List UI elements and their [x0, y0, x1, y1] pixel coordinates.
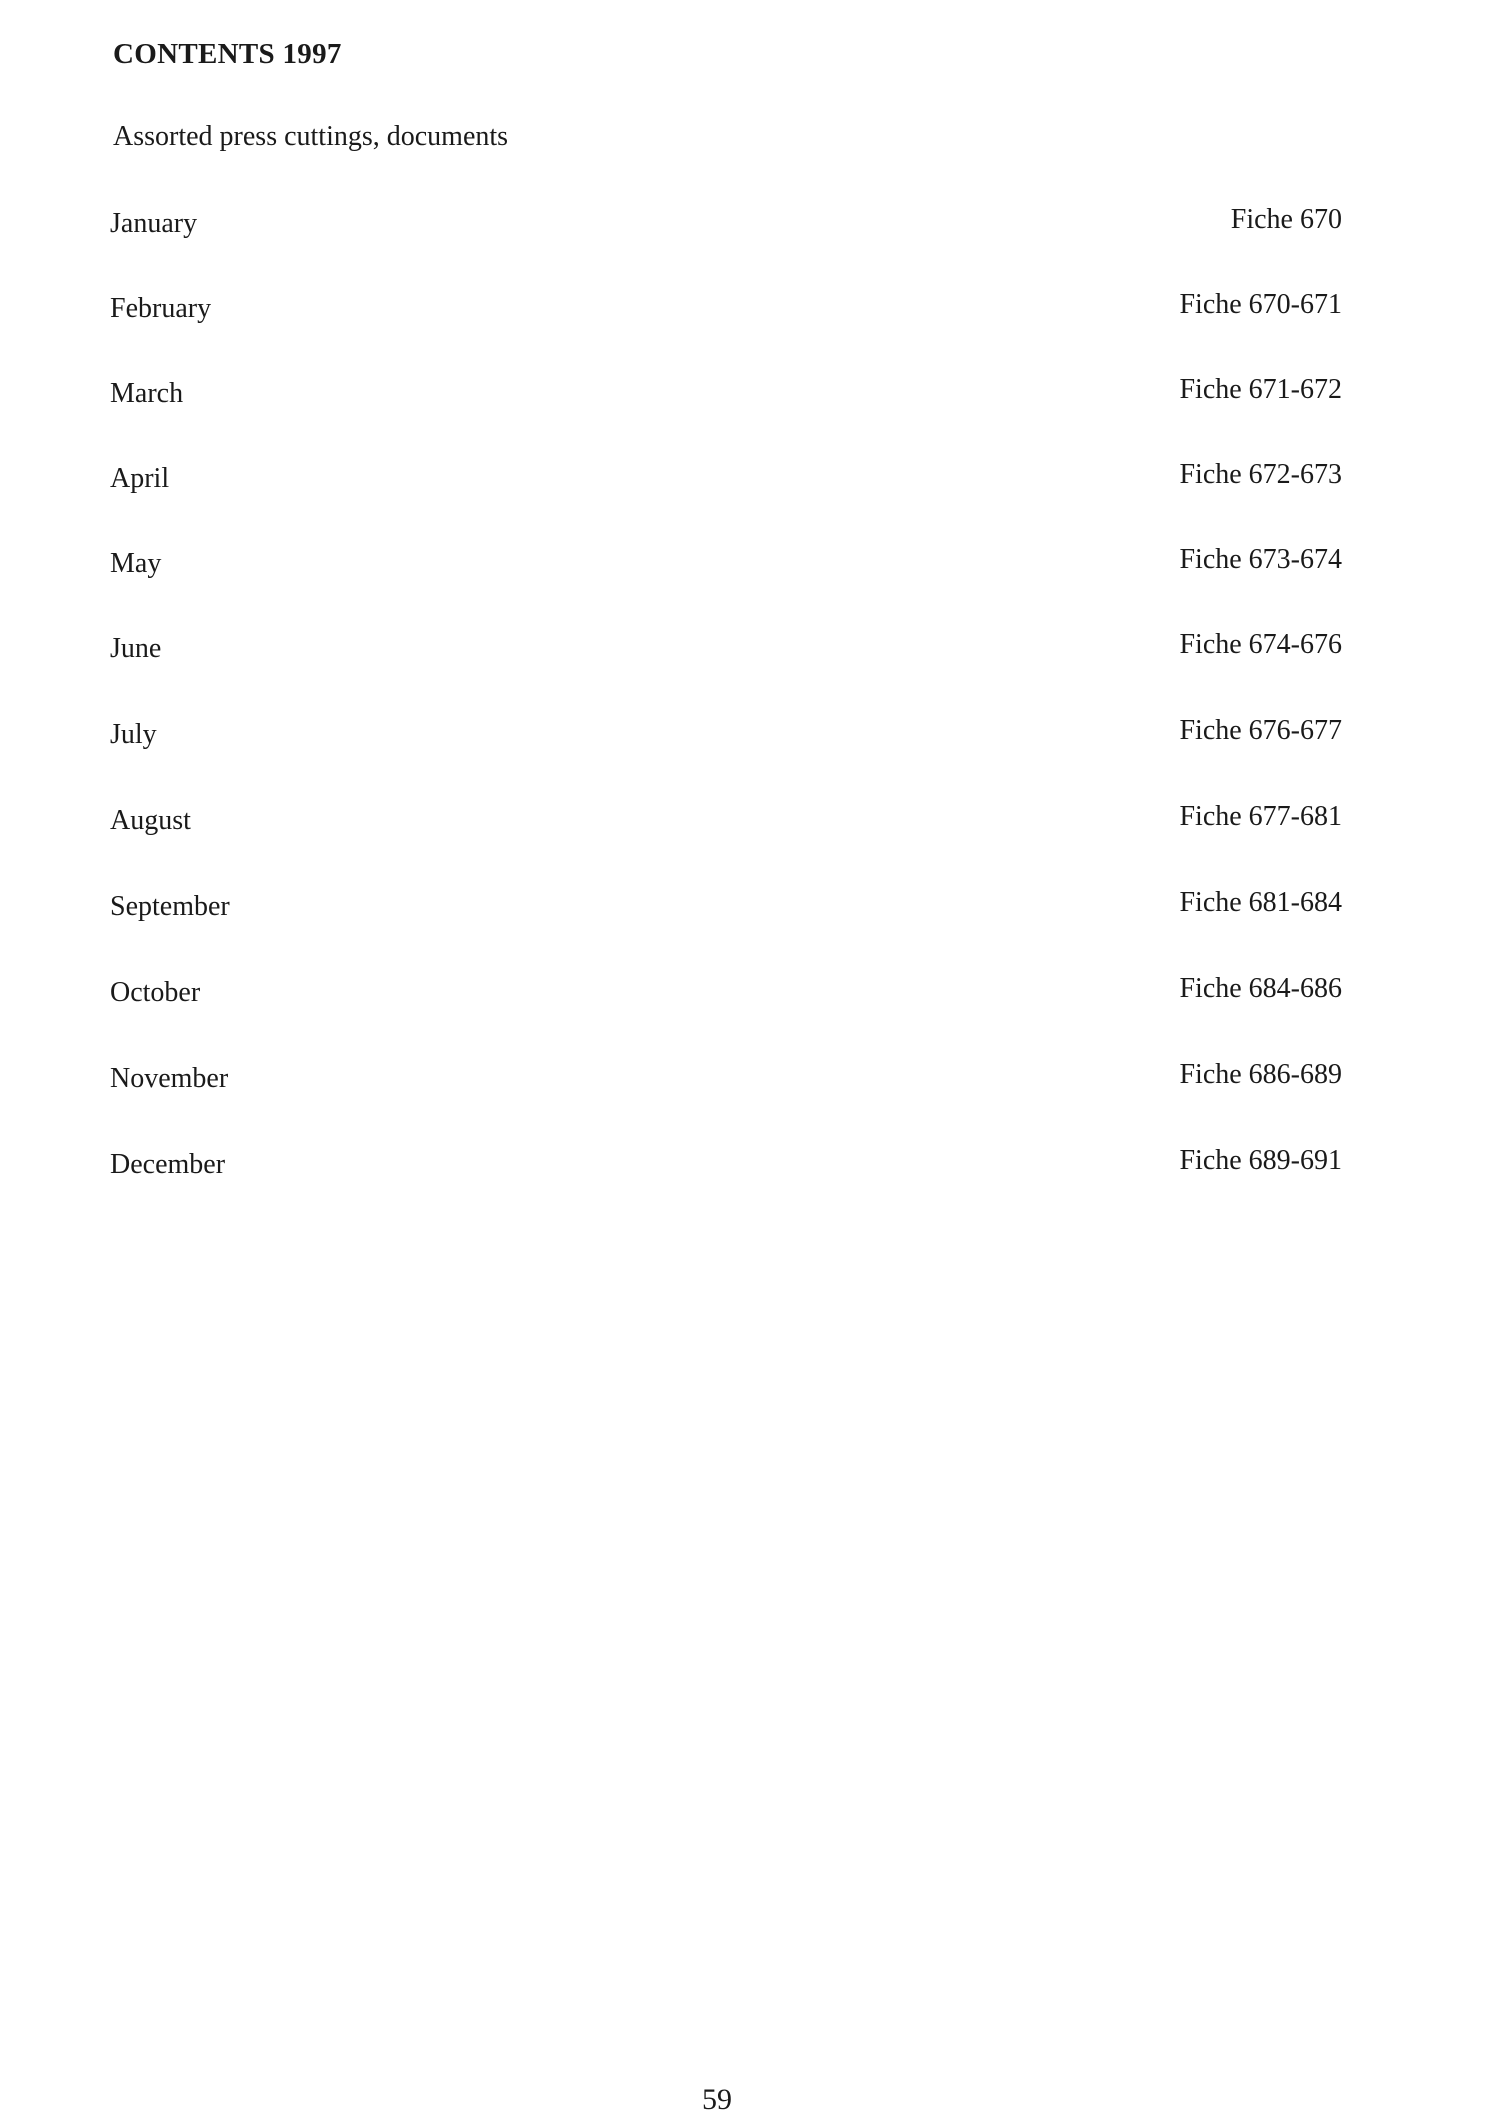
month-label: June — [110, 633, 162, 664]
fiche-range: Fiche 686-689 — [1179, 1059, 1342, 1090]
fiche-range: Fiche 674-676 — [1179, 629, 1342, 660]
month-label: April — [110, 463, 170, 494]
month-label: July — [110, 719, 157, 750]
month-label: February — [110, 293, 212, 324]
contents-row-october — [110, 973, 1342, 1017]
fiche-range: Fiche 681-684 — [1179, 887, 1342, 918]
contents-row-january — [110, 204, 1342, 248]
fiche-range: Fiche 671-672 — [1179, 374, 1342, 405]
fiche-range: Fiche 670-671 — [1179, 289, 1342, 320]
page-number: 59 — [702, 2083, 732, 2116]
month-label: December — [110, 1149, 226, 1180]
fiche-range: Fiche 689-691 — [1179, 1145, 1342, 1176]
month-label: September — [110, 891, 230, 922]
month-label: October — [110, 977, 201, 1008]
month-label: January — [110, 208, 198, 239]
contents-row-july — [110, 715, 1342, 759]
contents-row-november — [110, 1059, 1342, 1103]
fiche-range: Fiche 672-673 — [1179, 459, 1342, 490]
month-label: November — [110, 1063, 229, 1094]
contents-row-august — [110, 801, 1342, 845]
month-label: August — [110, 805, 191, 836]
page-subtitle: Assorted press cuttings, documents — [113, 121, 509, 152]
fiche-range: Fiche 676-677 — [1179, 715, 1342, 746]
contents-row-april — [110, 459, 1342, 503]
contents-row-june — [110, 629, 1342, 673]
contents-row-may — [110, 544, 1342, 588]
fiche-range: Fiche 673-674 — [1179, 544, 1342, 575]
contents-row-september — [110, 887, 1342, 931]
fiche-range: Fiche 677-681 — [1179, 801, 1342, 832]
page-title: CONTENTS 1997 — [113, 38, 342, 70]
month-label: March — [110, 378, 184, 409]
month-label: May — [110, 548, 162, 579]
fiche-range: Fiche 684-686 — [1179, 973, 1342, 1004]
contents-row-december — [110, 1145, 1342, 1189]
fiche-range: Fiche 670 — [1230, 204, 1342, 235]
contents-row-february — [110, 289, 1342, 333]
contents-row-march — [110, 374, 1342, 418]
